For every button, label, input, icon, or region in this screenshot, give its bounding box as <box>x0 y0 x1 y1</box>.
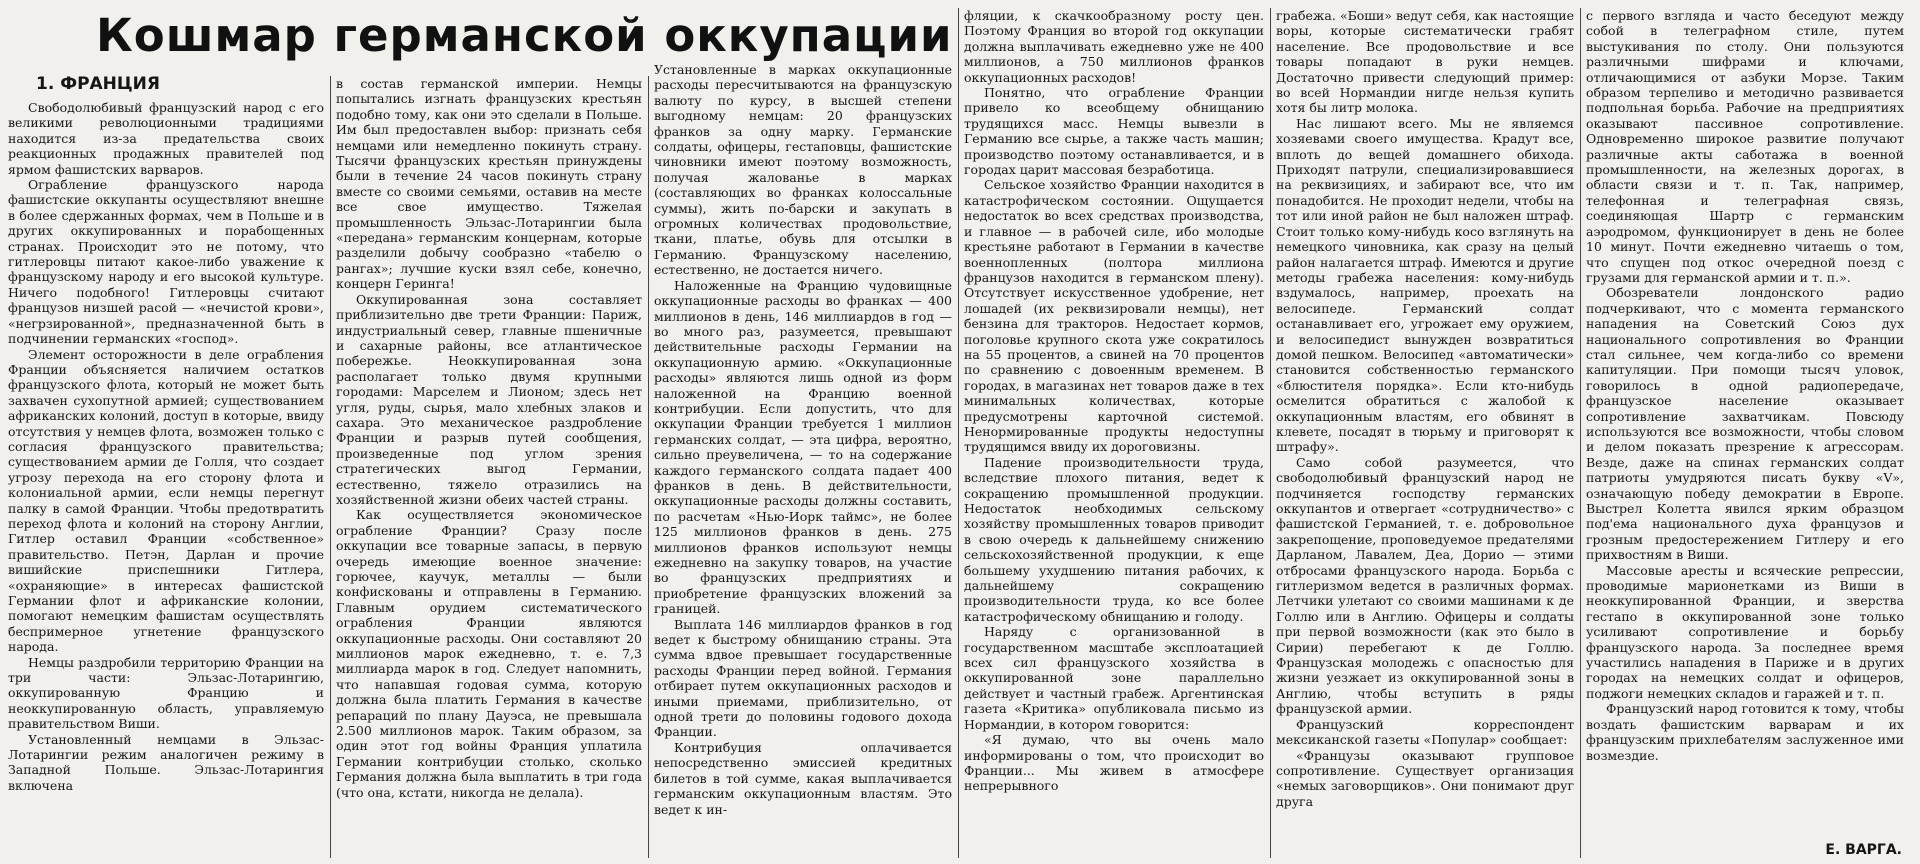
article-paragraph: Нас лишают всего. Мы не являемся хозяевами своего имущества. Крадут все, вплоть до вещей домашнего обихода. Приходят патрули, специализировавшиеся на реквизициях, и забирают все, что им понадобится. Не проходит недели, чтобы на тот или иной район не был наложен штраф. Стоит только кому-нибудь косо взглянуть на немецкого чиновника, как сразу на целый район налагается штраф. Имеются и другие методы грабежа населения: кому-нибудь вздумалось, например, проехать на велосипеде. Германский солдат останавливает его, угрожает ему оружием, и велосипедист вынужден возвратиться домой пешком. Велосипед «автоматически» становится собственностью германского «блюстителя порядка». Если кто-нибудь осмелится обратиться с жалобой к оккупационным властям, его обвинят в клевете, посадят в тюрьму и приговорят к штрафу». <box>1276 115 1574 455</box>
article-paragraph: Ограбление французского народа фашистские оккупанты осуществляют внешне в более сдержанных формах, чем в Польше и в других оккупированных и порабощенных странах. Происходит это не потому, что гитлеровцы питают какое-либо уважение к французскому народу и его высокой культуре. Ничего подобного! Гитлеровцы считают французов низшей расой — «нечистой крови», «негрзированной», предназначенной быть в подчинении германских «господ». <box>8 177 324 347</box>
article-paragraph: Установленные в марках оккупационные расходы пересчитываются на французскую валюту по курсу, в высшей степени выгодному немцам: 20 французских франков за одну марку. Германские солдаты, офицеры, гестаповцы, фашистские чиновники имеют поэтому возможность, получая жалованье в марках (составляющих во франках колоссальные суммы), жить по-барски и закупать в огромных количествах продовольствие, ткани, платье, обувь для отсылки в Германию. Французскому населению, естественно, не достается ничего. <box>654 62 952 278</box>
author-signature: Е. ВАРГА. <box>1825 842 1902 858</box>
article-column-4 <box>964 8 1264 794</box>
article-column-1 <box>8 72 324 852</box>
article-paragraph: Наряду с организованной в государственном масштабе эксплоатацией всех сил французского хозяйства в оккупированной зоне параллельно действует и частный грабеж. Аргентинская газета «Критика» опубликовала письмо из Нормандии, в котором говорится: <box>964 624 1264 732</box>
headline: Кошмар германской оккупации <box>96 9 953 62</box>
article-paragraph: Элемент осторожности в деле ограбления Франции объясняется наличием остатков французского флота, который не может быть захвачен сухопутной армией; существованием африканских колоний, доступ в которые, ввиду отсутствия у немцев флота, возможен только с согласия французского правительства; существованием армии де Голля, что создает угрозу перехода на его сторону флота и колониальной армии, если немцы перегнут палку в самой Франции. Чтобы предотвратить переход флота и колоний на сторону Англии, Гитлер оставил Франции «собственное» правительство. Петэн, Дарлан и прочие вишийские приспешники Гитлера, «охраняющие» в интересах фашистской Германии флот и африканские колонии, помогают немецким фашистам осуществлять беспримерное угнетение французского народа. <box>8 346 324 655</box>
article-paragraph: в состав германской империи. Немцы попытались изгнать французских крестьян подобно тому, как они это сделали в Польше. Им был предоставлен выбор: признать себя немцами или немедленно покинуть страну. Тысячи французских крестьян принуждены были в течение 24 часов покинуть страну вместе со своими семьями, оставив на месте все свое имущество. Тяжелая промышленность Эльзас-Лотарингии была «передана» германским концернам, которые разделили добычу сообразно «табелю о рангах»; лучшие куски взял себе, конечно, концерн Геринга! <box>336 76 642 292</box>
column-rule <box>958 8 959 858</box>
article-paragraph: Оккупированная зона составляет приблизительно две трети Франции: Париж, индустриальный север, главные пшеничные и сахарные районы, все атлантическое побережье. Неоккупированная зона располагает только двумя крупными городами: Марселем и Лионом; здесь нет угля, руды, сырья, мало хлебных злаков и сахара. Это механическое раздробление Франции и разрыв путей сообщения, произведенные под углом зрения стратегических выгод Германии, естественно, тяжело отразились на хозяйственной жизни обеих частей страны. <box>336 291 642 507</box>
article-paragraph: Свободолюбивый французский народ с его великими революционными традициями находится из-за предательства своих реакционных продажных правителей под ярмом фашистских варваров. <box>8 100 324 177</box>
article-paragraph: Немцы раздробили территорию Франции на три части: Эльзас-Лотарингию, оккупированную Францию и неоккупированную область, управляемую правительством Виши. <box>8 654 324 732</box>
article-paragraph: Массовые аресты и всяческие репрессии, проводимые марионетками из Виши в неоккупированной Франции, и зверства гестапо в оккупированной зоне только усиливают сопротивление и борьбу французского народа. За последнее время участились нападения в Париже и в других городах на немецких солдат и офицеров, поджоги немецких складов и гаражей и т. п. <box>1586 562 1904 701</box>
article-column-5 <box>1276 8 1574 809</box>
column-rule <box>648 76 649 858</box>
article-paragraph: «Я думаю, что вы очень мало информированы о том, что происходит во Франции... Мы живем в атмосфере непрерывного <box>964 732 1264 794</box>
column-rule <box>1270 8 1271 858</box>
article-paragraph: «Французы оказывают групповое сопротивление. Существует организация «немых заговорщиков». Они понимают друг друга <box>1276 747 1574 809</box>
article-paragraph: грабежа. «Боши» ведут себя, как настоящие воры, которые систематически грабят население. Все продовольствие и все товары попадают в руки немцев. Достаточно привести следующий пример: во всей Нормандии нигде нельзя купить хотя бы литр молока. <box>1276 8 1574 116</box>
article-paragraph: с первого взгляда и часто беседуют между собой в телеграфном стиле, путем выстукивания по столу. Они пользуются различными шифрами и ключами, отличающимися от азбуки Морзе. Таким образом терпеливо и методично развивается подпольная борьба. Рабочие на предприятиях оказывают пассивное сопротивление. Одновременно широкое развитие получают различные акты саботажа в военной промышленности, на железных дорогах, в области связи и т. п. Так, например, телефонная и телеграфная связь, соединяющая Шартр с германским аэродромом, функционирует в день не более 10 минут. Почти ежедневно читаешь о том, что спущен под откос очередной поезд с грузами для германской армии и т. п.». <box>1586 8 1904 285</box>
article-paragraph: Французский народ готовится к тому, чтобы воздать фашистским варварам и их французским прихлебателям заслуженное ими возмездие. <box>1586 701 1904 763</box>
article-paragraph: Наложенные на Францию чудовищные оккупационные расходы во франках — 400 миллионов в день, 146 миллиардов в год — во много раз, разумеется, превышают действительные расходы Германии на оккупационную армию. «Оккупационные расходы» являются лишь одной из форм наложенной на Францию военной контрибуции. Если допустить, что для оккупации Франции требуется 1 миллион германских солдат, — эта цифра, вероятно, сильно преувеличена, — то на содержание каждого германского солдата падает 400 франков в день. В действительности, оккупационные расходы должны составить, по расчетам «Нью-Иорк таймс», не более 125 миллионов франков в день. 275 миллионов франков используют немцы ежедневно на закупку товаров, на участие во французских предприятиях и приобретение французских вложений за границей. <box>654 277 952 617</box>
article-paragraph: фляции, к скачкообразному росту цен. Поэтому Франция во второй год оккупации должна выплачивать ежедневно уже не 400 миллионов, а 750 миллионов франков оккупационных расходов! <box>964 8 1264 85</box>
article-paragraph: Установленный немцами в Эльзас-Лотарингии режим аналогичен режиму в Западной Польше. Эльзас-Лотарингия включена <box>8 731 324 793</box>
section-subheading: 1. ФРАНЦИЯ <box>36 74 160 94</box>
column-rule <box>330 76 331 858</box>
article-column-3 <box>654 62 952 842</box>
article-column-2 <box>336 76 642 856</box>
article-paragraph: Французский корреспондент мексиканской газеты «Популар» сообщает: <box>1276 716 1574 748</box>
article-paragraph: Как осуществляется экономическое ограбление Франции? Сразу после оккупации все товарные запасы, в первую очередь имеющие военное значение: горючее, каучук, металлы — были конфискованы и отправлены в Германию. Главным орудием систематического ограбления Франции являются оккупационные расходы. Они составляют 20 миллионов марок ежедневно, т. е. 7,3 миллиарда марок в год. Следует напомнить, что напавшая годовая сумма, которую должна была платить Германия в качестве репараций по плану Дауэса, не превышала 2.500 миллионов марок. Таким образом, за один этот год войны Франция уплатила Германии контрибуции столько, сколько Германия должна была выплатить в три года (что она, кстати, никогда не делала). <box>336 507 642 800</box>
article-paragraph: Понятно, что ограбление Франции привело ко всеобщему обнищанию трудящихся масс. Немцы вывезли в Германию все сырье, а также часть машин; производство поэтому останавливается, и в городах царит массовая безработица. <box>964 85 1264 178</box>
article-paragraph: Обозреватели лондонского радио подчеркивают, что с момента германского нападения на Советский Союз дух национального сопротивления во Франции стал сильнее, чем когда-либо со времени капитуляции. При помощи тысяч уловок, говорилось в одной радиопередаче, французское население оказывает сопротивление захватчикам. Повсюду используются все возможности, чтобы словом и делом показать презрение к агрессорам. Везде, даже на спинах германских солдат патриоты умудряются писать букву «V», означающую победу демократии в Европе. Выстрел Колетта явился ярким образцом под'ема национального духа французов и грозным предостережением Гитлеру и его прихвостням в Виши. <box>1586 285 1904 563</box>
article-paragraph: Сельское хозяйство Франции находится в катастрофическом состоянии. Ощущается недостаток во всех средствах производства, и главное — в рабочей силе, ибо молодые крестьяне работают в Германии в качестве военнопленных (полтора миллиона французов находится в германском плену). Отсутствует искусственное удобрение, нет лошадей (их реквизировали немцы), нет бензина для тракторов. Недостает кормов, поголовье крупного скота уже сократилось на 55 процентов, а свиней на 70 процентов по сравнению с довоенным временем. В городах, в магазинах нет товаров даже в тех минимальных количествах, которые предусмотрены карточной системой. Ненормированные продукты недоступны трудящимся ввиду их дороговизны. <box>964 177 1264 455</box>
column-rule <box>1580 8 1581 858</box>
article-paragraph: Выплата 146 миллиардов франков в год ведет к быстрому обнищанию страны. Эта сумма вдвое превышает государственные расходы Франции перед войной. Германия отбирает путем оккупационных расходов и иными приемами, приблизительно, от одной трети до половины годового дохода Франции. <box>654 616 952 740</box>
article-column-6 <box>1586 8 1904 828</box>
article-paragraph: Контрибуция оплачивается непосредственно эмиссией кредитных билетов в той сумме, какая выплачивается германским оккупационным властям. Это ведет к ин- <box>654 739 952 817</box>
article-paragraph: Само собой разумеется, что свободолюбивый французский народ не подчиняется господству германских оккупантов и отвергает «сотрудничество» с фашистской Германией, т. е. добровольное закрепощение, проповедуемое предателями Дарланом, Лавалем, Деа, Дорио — этими отбросами французского народа. Борьба с гитлеризмом ведется в различных формах. Летчики улетают со своими машинами к де Голлю или в Англию. Офицеры и солдаты при первой возможности (как это было в Сирии) перебегают к де Голлю. Французская молодежь с опасностью для жизни уезжает из оккупированной зоны в Англию, чтобы вступить в ряды французской армии. <box>1276 454 1574 717</box>
article-paragraph: Падение производительности труда, вследствие плохого питания, ведет к сокращению промышленной продукции. Недостаток необходимых сельскому хозяйству промышленных товаров приводит в свою очередь к дальнейшему снижению сельскохозяйственной продукции, к еще большему ухудшению питания рабочих, к дальнейшему сокращению производительности труда, ко все более катастрофическому обнищанию и голоду. <box>964 454 1264 624</box>
